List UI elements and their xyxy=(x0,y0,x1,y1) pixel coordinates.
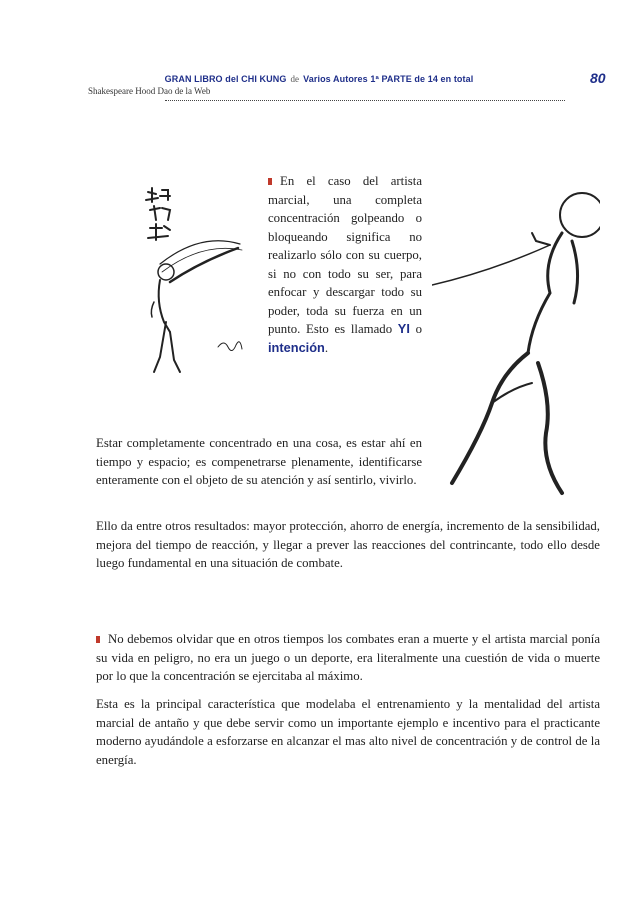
paragraph-main-characteristic: Esta es la principal característica que modelaba el entrenamiento y la mentalidad del artista marcial de antaño y que debe servir como un importante ejemplo e incentivo para el practicante moderno ayudándole a esforzarse en alcanzar el mas alto nivel de concentración y de control de la energía. xyxy=(96,697,600,767)
paragraph-results xyxy=(96,517,600,573)
header-title-right: Varios Autores 1ª PARTE de 14 en total xyxy=(303,74,474,84)
paragraph-1-text: En el caso del artista marcial, una completa concentración golpeando o bloqueando significa no realizarlo sólo con su cuerpo, si no con todo su ser, para enfocar y descargar todo su poder, toda su fuerza en un punto. Esto es llamado xyxy=(268,174,422,336)
header-title xyxy=(0,74,638,84)
paragraph-life-or-death xyxy=(96,630,600,686)
fighter-sketch-figure xyxy=(432,183,600,505)
paragraph-being-present: Estar completamente concentrado en una cosa, es estar ahí en tiempo y espacio; es compenetrarse plenamente, identificarse enteramente con el objeto de su atención y así sentirlo, vivirlo. xyxy=(96,436,422,487)
header-dotted-rule xyxy=(165,100,565,101)
red-bullet-icon xyxy=(96,636,100,643)
paragraph-3-rest: ahorro de energía, incremento de la sensibilidad, mejora del tiempo de reacción, y llegar a prever las reacciones del contrincante, todo ello desde luego fundamental en una situación de combate. xyxy=(96,519,600,570)
paragraph-concentration-strike xyxy=(268,172,422,357)
term-yi: YI xyxy=(397,321,410,336)
paragraph-4-text: No debemos olvidar que en otros tiempos los combates eran a muerte y el artista marcial ponía su vida en peligro, no era un juego o un deporte, era literalmente una cuestión de vida o muerte por lo que la concentración se ejercitaba al máximo. xyxy=(96,632,600,683)
page-number: 80 xyxy=(590,70,606,86)
term-intencion: intención xyxy=(268,339,325,355)
kick-sketch-figure xyxy=(140,182,260,382)
red-bullet-icon xyxy=(268,178,272,185)
header-title-de: de xyxy=(290,74,300,84)
header-title-left: GRAN LIBRO del CHI KUNG xyxy=(164,74,287,84)
paragraph-1-end: . xyxy=(324,340,329,355)
paragraph-3-first: Ello da entre otros resultados: mayor protección, xyxy=(96,519,347,533)
term-connector: o xyxy=(415,322,422,336)
header-subtitle: Shakespeare Hood Dao de la Web xyxy=(88,86,211,96)
